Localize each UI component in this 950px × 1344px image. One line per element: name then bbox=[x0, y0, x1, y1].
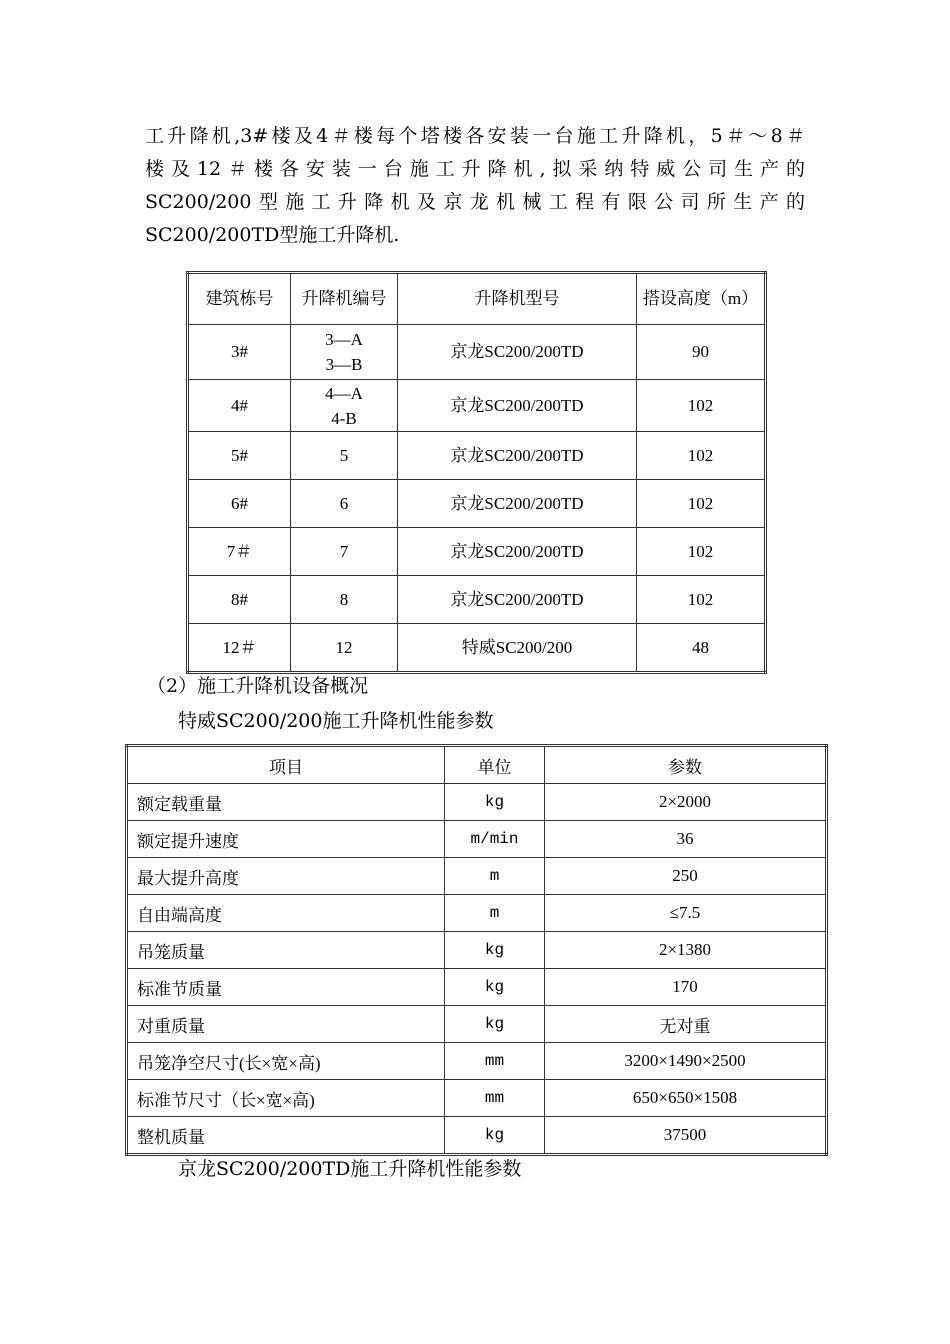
table-row bbox=[188, 432, 766, 480]
cell-building: 4# bbox=[188, 380, 291, 432]
cell-height: 102 bbox=[637, 480, 766, 528]
cell-model: 京龙SC200/200TD bbox=[398, 325, 637, 380]
cell-building: 12＃ bbox=[188, 624, 291, 673]
cell-building: 3# bbox=[188, 325, 291, 380]
cell-unit: m/min bbox=[445, 821, 545, 858]
table-row bbox=[127, 1043, 827, 1080]
cell-unit: kg bbox=[445, 969, 545, 1006]
header-building: 建筑栋号 bbox=[188, 273, 291, 325]
cell-item: 自由端高度 bbox=[127, 895, 445, 932]
table-header-row bbox=[188, 273, 766, 325]
cell-elevator-id: 7 bbox=[291, 528, 398, 576]
intro-paragraph bbox=[145, 120, 805, 252]
cell-height: 102 bbox=[637, 528, 766, 576]
cell-unit: m bbox=[445, 895, 545, 932]
intro-line: 工升降机,3#楼及4＃楼每个塔楼各安装一台施工升降机，5＃～8＃ bbox=[145, 125, 805, 147]
cell-value: 250 bbox=[545, 858, 827, 895]
cell-value: 无对重 bbox=[545, 1006, 827, 1043]
cell-value: 170 bbox=[545, 969, 827, 1006]
cell-unit: kg bbox=[445, 1117, 545, 1155]
header-unit: 单位 bbox=[445, 746, 545, 784]
cell-item: 吊笼质量 bbox=[127, 932, 445, 969]
header-height: 搭设高度（m） bbox=[637, 273, 766, 325]
cell-height: 90 bbox=[637, 325, 766, 380]
cell-elevator-id: 5 bbox=[291, 432, 398, 480]
cell-item: 最大提升高度 bbox=[127, 858, 445, 895]
table-row bbox=[127, 821, 827, 858]
performance-parameters-table bbox=[125, 744, 828, 1156]
cell-unit: kg bbox=[445, 1006, 545, 1043]
table-row bbox=[127, 895, 827, 932]
cell-value: 2×2000 bbox=[545, 784, 827, 821]
table-row bbox=[127, 969, 827, 1006]
cell-item: 整机质量 bbox=[127, 1117, 445, 1155]
table-row bbox=[127, 1080, 827, 1117]
cell-model: 特威SC200/200 bbox=[398, 624, 637, 673]
table-row bbox=[188, 480, 766, 528]
cell-item: 标准节尺寸（长×宽×高) bbox=[127, 1080, 445, 1117]
table-row bbox=[127, 1006, 827, 1043]
cell-item: 额定载重量 bbox=[127, 784, 445, 821]
cell-item: 标准节质量 bbox=[127, 969, 445, 1006]
cell-height: 48 bbox=[637, 624, 766, 673]
cell-value: 650×650×1508 bbox=[545, 1080, 827, 1117]
intro-line: 楼及12＃楼各安装一台施工升降机,拟采纳特威公司生产的 bbox=[145, 158, 805, 180]
section-heading: （2）施工升降机设备概况 bbox=[147, 675, 369, 697]
cell-elevator-id: 4—A 4-B bbox=[291, 380, 398, 432]
table-row bbox=[127, 858, 827, 895]
cell-elevator-id: 12 bbox=[291, 624, 398, 673]
cell-value: 36 bbox=[545, 821, 827, 858]
cell-value: 2×1380 bbox=[545, 932, 827, 969]
cell-value: 37500 bbox=[545, 1117, 827, 1155]
table-row bbox=[127, 1117, 827, 1155]
cell-elevator-id: 3—A 3—B bbox=[291, 325, 398, 380]
cell-model: 京龙SC200/200TD bbox=[398, 528, 637, 576]
cell-unit: kg bbox=[445, 784, 545, 821]
cell-unit: m bbox=[445, 858, 545, 895]
cell-height: 102 bbox=[637, 432, 766, 480]
cell-model: 京龙SC200/200TD bbox=[398, 576, 637, 624]
header-elevator-id: 升降机编号 bbox=[291, 273, 398, 325]
cell-item: 吊笼净空尺寸(长×宽×高) bbox=[127, 1043, 445, 1080]
cell-building: 8# bbox=[188, 576, 291, 624]
cell-unit: mm bbox=[445, 1080, 545, 1117]
table-row bbox=[188, 576, 766, 624]
cell-building: 7＃ bbox=[188, 528, 291, 576]
intro-line: SC200/200TD型施工升降机. bbox=[145, 224, 400, 246]
cell-unit: kg bbox=[445, 932, 545, 969]
subheading-jinglong-params: 京龙SC200/200TD施工升降机性能参数 bbox=[178, 1158, 522, 1180]
cell-item: 额定提升速度 bbox=[127, 821, 445, 858]
table-row bbox=[188, 528, 766, 576]
table-row bbox=[127, 784, 827, 821]
subheading-tewei-params: 特威SC200/200施工升降机性能参数 bbox=[178, 710, 494, 732]
cell-value: ≤7.5 bbox=[545, 895, 827, 932]
elevator-allocation-table bbox=[186, 271, 767, 674]
cell-unit: mm bbox=[445, 1043, 545, 1080]
cell-elevator-id: 6 bbox=[291, 480, 398, 528]
cell-model: 京龙SC200/200TD bbox=[398, 380, 637, 432]
cell-value: 3200×1490×2500 bbox=[545, 1043, 827, 1080]
cell-height: 102 bbox=[637, 380, 766, 432]
table-row bbox=[127, 932, 827, 969]
intro-line: SC200/200型施工升降机及京龙机械工程有限公司所生产的 bbox=[145, 191, 805, 213]
cell-model: 京龙SC200/200TD bbox=[398, 480, 637, 528]
header-item: 项目 bbox=[127, 746, 445, 784]
table-header-row bbox=[127, 746, 827, 784]
header-model: 升降机型号 bbox=[398, 273, 637, 325]
table-row bbox=[188, 624, 766, 673]
cell-building: 5# bbox=[188, 432, 291, 480]
table-row bbox=[188, 325, 766, 380]
header-value: 参数 bbox=[545, 746, 827, 784]
cell-elevator-id: 8 bbox=[291, 576, 398, 624]
cell-height: 102 bbox=[637, 576, 766, 624]
cell-item: 对重质量 bbox=[127, 1006, 445, 1043]
table-row bbox=[188, 380, 766, 432]
cell-model: 京龙SC200/200TD bbox=[398, 432, 637, 480]
cell-building: 6# bbox=[188, 480, 291, 528]
